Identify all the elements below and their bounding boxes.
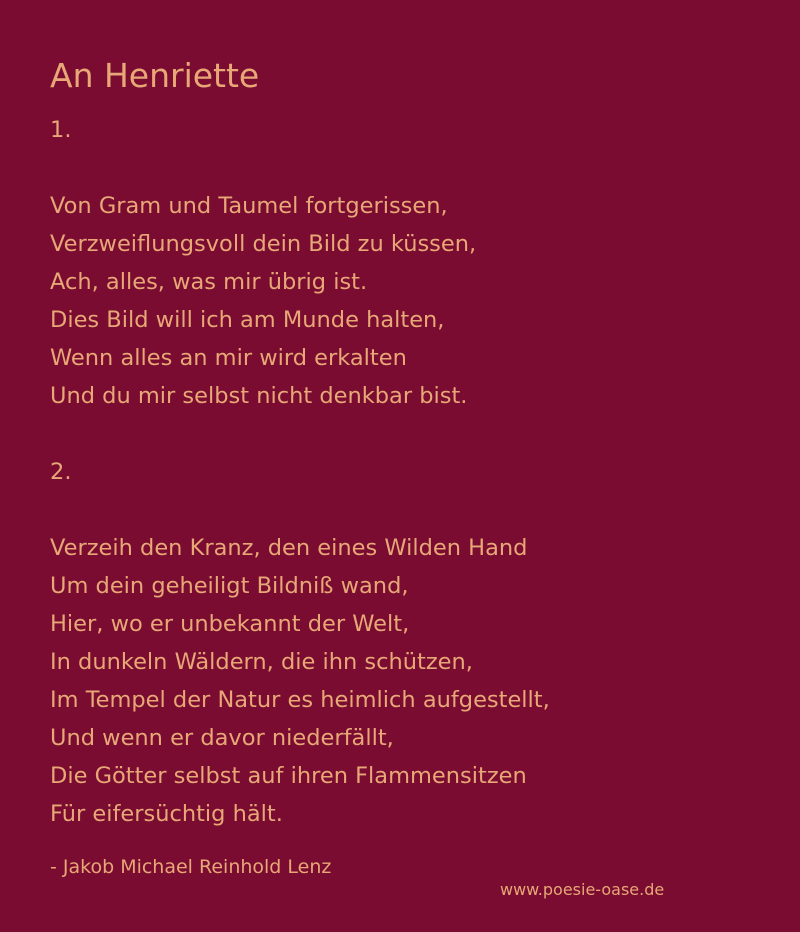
poem-line: Hier, wo er unbekannt der Welt, bbox=[50, 611, 410, 637]
poem-line: Für eifersüchtig hält. bbox=[50, 801, 283, 827]
poem-line: Verzeih den Kranz, den eines Wilden Hand bbox=[50, 535, 528, 561]
poem-line: 1. bbox=[50, 117, 72, 143]
poem-line: Wenn alles an mir wird erkalten bbox=[50, 345, 407, 371]
poem-blank-line bbox=[50, 149, 550, 187]
poem-line: 2. bbox=[50, 459, 72, 485]
poem-line: In dunkeln Wäldern, die ihn schützen, bbox=[50, 649, 473, 675]
poem-line: Verzweiflungsvoll dein Bild zu küssen, bbox=[50, 231, 477, 257]
poem-line: Und du mir selbst nicht denkbar bist. bbox=[50, 383, 468, 409]
website-link[interactable]: www.poesie-oase.de bbox=[500, 880, 665, 899]
poem-blank-line bbox=[50, 415, 550, 453]
poem-title: An Henriette bbox=[50, 56, 260, 95]
poem-author: - Jakob Michael Reinhold Lenz bbox=[50, 856, 332, 878]
poem-blank-line bbox=[50, 491, 550, 529]
poem-line: Ach, alles, was mir übrig ist. bbox=[50, 269, 368, 295]
poem-line: Dies Bild will ich am Munde halten, bbox=[50, 307, 445, 333]
poem-line: Im Tempel der Natur es heimlich aufgestellt, bbox=[50, 687, 550, 713]
poem-body bbox=[50, 111, 550, 833]
poem-line: Um dein geheiligt Bildniß wand, bbox=[50, 573, 409, 599]
poem-line: Und wenn er davor niederfällt, bbox=[50, 725, 394, 751]
poem-line: Von Gram und Taumel fortgerissen, bbox=[50, 193, 448, 219]
poem-line: Die Götter selbst auf ihren Flammensitzen bbox=[50, 763, 527, 789]
